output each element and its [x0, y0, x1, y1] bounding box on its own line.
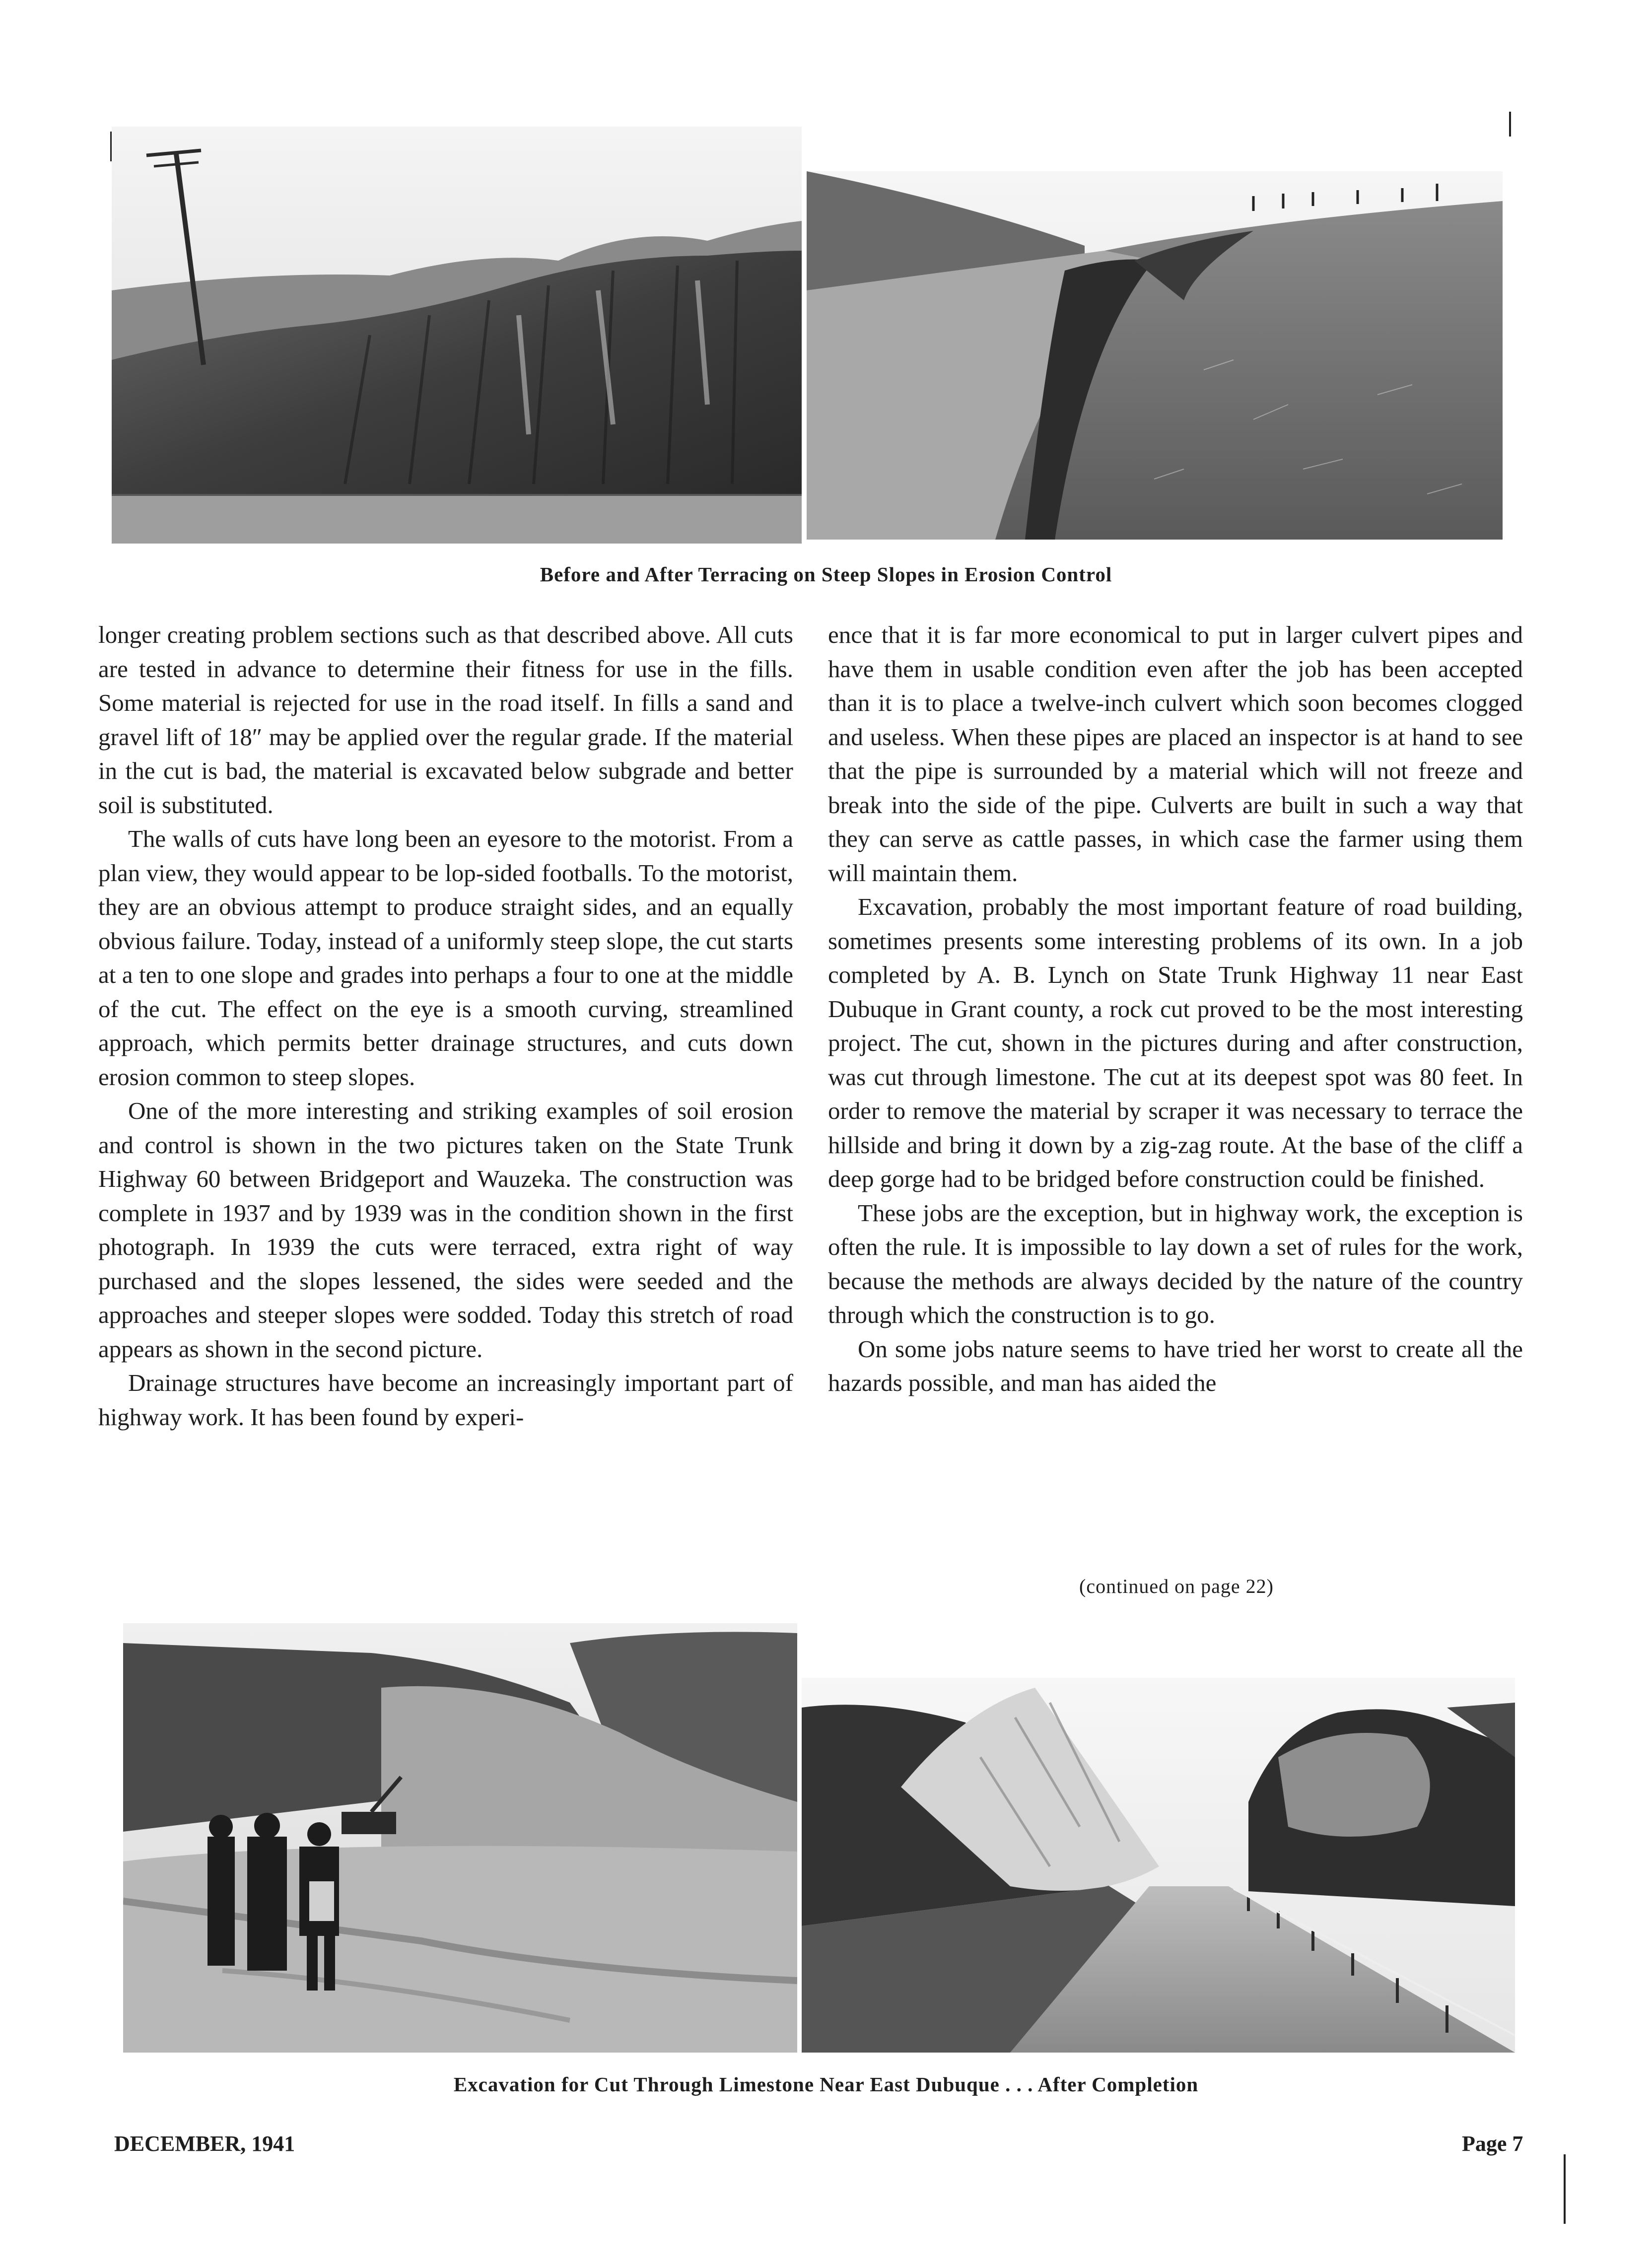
paragraph: These jobs are the exception, but in highway work, the exception is often the rule. It is impossible to lay down a set of rules for the work, because the methods are always decided by the nature of the country through which the construction is to go. — [828, 1199, 1523, 1328]
left-text-column — [98, 618, 793, 1434]
paragraph: On some jobs nature seems to have tried her worst to create all the hazards possible, and man has aided the — [828, 1335, 1523, 1396]
crop-mark — [1564, 2154, 1566, 2224]
photo-after-completion — [802, 1678, 1515, 2053]
paragraph: Drainage structures have become an increasingly important part of highway work. It has been found by experi- — [98, 1369, 793, 1431]
crop-mark — [1509, 112, 1511, 137]
footer-page-number: Page 7 — [1462, 2131, 1523, 2156]
footer-date: DECEMBER, 1941 — [114, 2131, 295, 2156]
paragraph: ence that it is far more economical to put in larger culvert pipes and have them in usable condition even after the job has been accepted than it is to place a twelve-inch culvert which soon becomes clogged and useless. When these pipes are placed an inspector is at hand to see that the pipe is surrounded by a material which will not freeze and break into the side of the pipe. Culverts are built in such a way that they can serve as cattle passes, in which case the farmer using them will maintain them. — [828, 621, 1523, 887]
bottom-photo-caption: Excavation for Cut Through Limestone Near East Dubuque . . . After Completion — [453, 2073, 1199, 2096]
paragraph: longer creating problem sections such as that described above. All cuts are tested in advance to determine their fitness for use in the fills. Some material is rejected for use in the road itself. In fills a sand and gravel lift of 18″ may be applied over the regular grade. If the material in the cut is bad, the material is excavated below subgrade and better soil is substituted. — [98, 621, 793, 819]
continued-note: (continued on page 22) — [1079, 1575, 1274, 1597]
paragraph: Excavation, probably the most important feature of road building, sometimes presents some interesting problems of its own. In a job completed by A. B. Lynch on State Trunk Highway 11 near East Dubuque in Grant county, a rock cut proved to be the most interesting project. The cut, shown in the pictures during and after construction, was cut through limestone. The cut at its deepest spot was 80 feet. In order to remove the material by scraper it was necessary to terrace the hillside and bring it down by a zig-zag route. At the base of the cliff a deep gorge had to be bridged before construction could be finished. — [828, 893, 1523, 1192]
photo-before-terracing — [112, 127, 802, 544]
paragraph: The walls of cuts have long been an eyesore to the motorist. From a plan view, they would appear to be lop-sided footballs. To the motorist, they are an obvious attempt to produce straight sides, and an equally obvious failure. Today, instead of a uniformly steep slope, the cut starts at a ten to one slope and grades into perhaps a four to one at the middle of the cut. The effect on the eye is a smooth curving, streamlined approach, which permits better drainage structures, and cuts down erosion common to steep slopes. — [98, 825, 793, 1091]
top-photo-caption: Before and After Terracing on Steep Slopes in Erosion Control — [540, 563, 1112, 586]
paragraph: One of the more interesting and striking examples of soil erosion and control is shown in the two pictures taken on the State Trunk Highway 60 between Bridgeport and Wauzeka. The construction was complete in 1937 and by 1939 was in the condition shown in the first photograph. In 1939 the cuts were terraced, extra right of way purchased and the slopes lessened, the sides were seeded and the approaches and steeper slopes were sodded. Today this stretch of road appears as shown in the second picture. — [98, 1097, 793, 1363]
photo-excavation — [123, 1623, 797, 2053]
photo-after-terracing — [807, 171, 1503, 540]
right-text-column — [828, 618, 1523, 1400]
